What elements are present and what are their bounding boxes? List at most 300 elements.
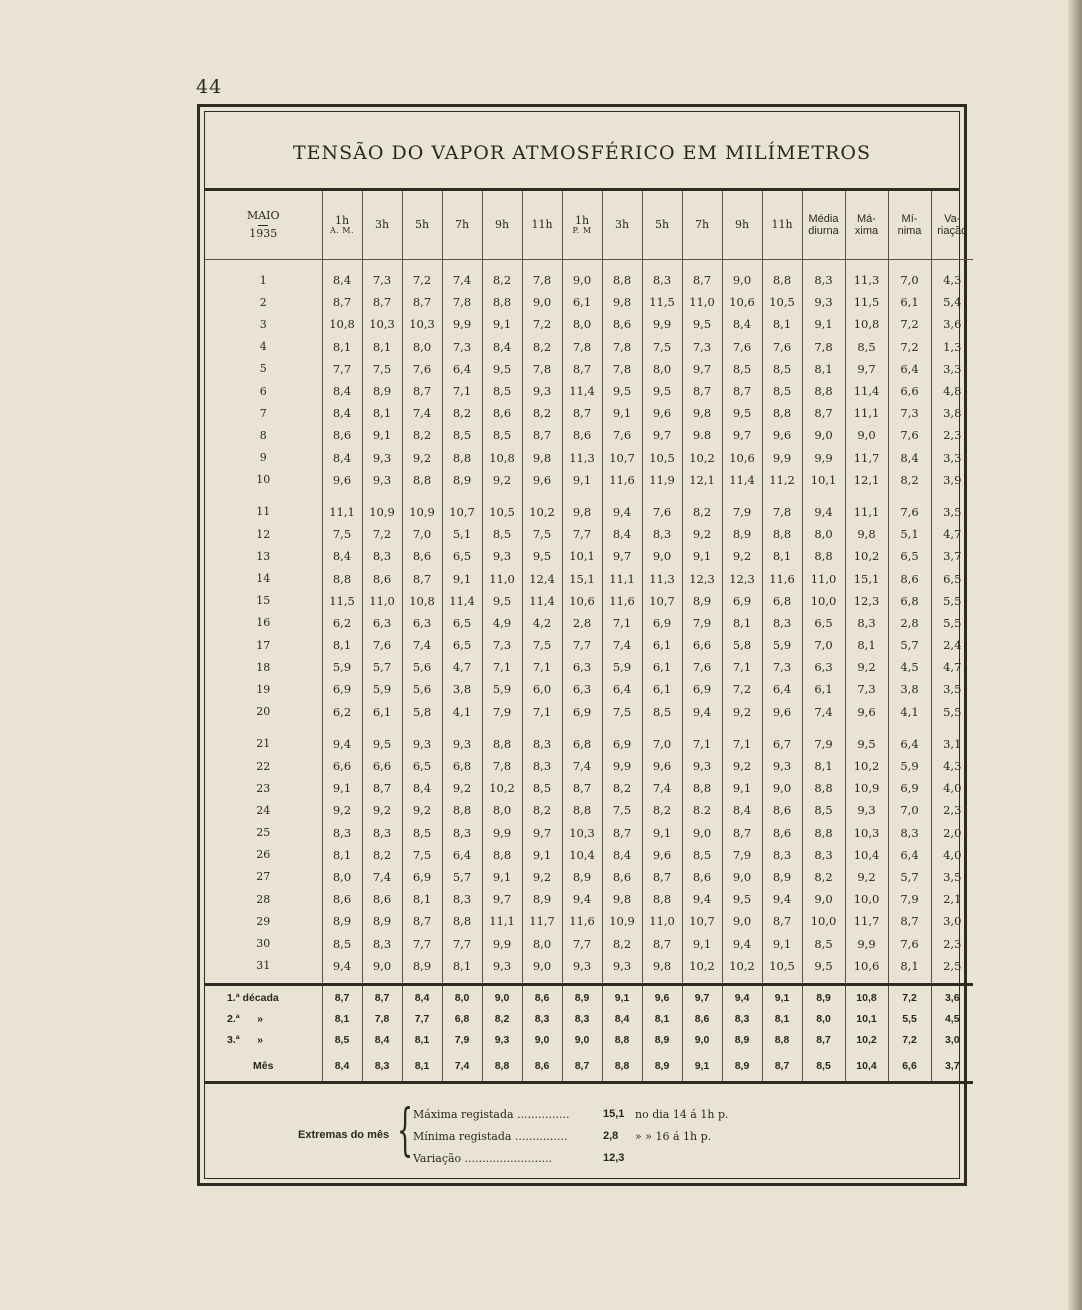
value-cell: 12,1 (845, 469, 888, 491)
value-cell: 5,9 (602, 656, 642, 678)
value-cell: 9,2 (402, 799, 442, 821)
value-cell: 12,3 (722, 567, 762, 589)
value-cell: 7,6 (722, 336, 762, 358)
vapor-table (205, 191, 973, 1084)
extreme-max-value: 15,1 (603, 1108, 625, 1120)
value-cell: 8,1 (362, 402, 402, 424)
value-cell: 9,1 (682, 932, 722, 954)
value-cell: 11,6 (602, 590, 642, 612)
value-cell: 2,3 (931, 932, 973, 954)
value-cell: 7,5 (362, 358, 402, 380)
value-cell: 4,2 (522, 612, 562, 634)
value-cell: 6,4 (602, 678, 642, 700)
am-label: A. M. (329, 225, 355, 235)
spacer-cell (562, 723, 602, 733)
spacer-cell (442, 260, 482, 270)
summary-value-cell: 8,6 (682, 1009, 722, 1030)
table-row (205, 545, 973, 567)
value-cell: 10,9 (362, 501, 402, 523)
value-cell: 6,4 (888, 733, 931, 755)
month-dash (258, 225, 268, 226)
table-row (205, 701, 973, 723)
value-cell: 9,2 (442, 777, 482, 799)
value-cell: 11,4 (845, 380, 888, 402)
value-cell: 9,0 (722, 269, 762, 291)
spacer-cell (362, 977, 402, 985)
value-cell: 8,1 (888, 955, 931, 977)
value-cell: 7,7 (562, 523, 602, 545)
value-cell: 5,9 (322, 656, 362, 678)
value-cell: 8,2 (442, 402, 482, 424)
value-cell: 6,5 (888, 545, 931, 567)
value-cell: 10,8 (322, 313, 362, 335)
value-cell: 7,0 (642, 733, 682, 755)
spacer-cell (682, 491, 722, 501)
spacer-cell (888, 977, 931, 985)
value-cell: 8,4 (482, 336, 522, 358)
spacer-cell (562, 977, 602, 985)
hour-header-9pm: 9h (722, 191, 762, 260)
value-cell: 8,6 (402, 545, 442, 567)
value-cell: 8,8 (562, 799, 602, 821)
value-cell: 9,9 (642, 313, 682, 335)
value-cell: 7,7 (402, 932, 442, 954)
value-cell: 8,7 (642, 932, 682, 954)
spacer-cell (205, 977, 322, 985)
value-cell: 7,4 (602, 634, 642, 656)
value-cell: 10,6 (722, 447, 762, 469)
summary-value-cell: 8,3 (722, 1009, 762, 1030)
month-value-cell: 8,9 (642, 1051, 682, 1083)
value-cell: 9,1 (562, 469, 602, 491)
value-cell: 11,1 (602, 567, 642, 589)
value-cell: 8,0 (522, 932, 562, 954)
value-cell: 2,1 (931, 888, 973, 910)
spacer-cell (322, 723, 362, 733)
value-cell: 11,0 (802, 567, 845, 589)
spacer-cell (362, 260, 402, 270)
value-cell: 6,5 (402, 755, 442, 777)
value-cell: 11,6 (562, 910, 602, 932)
page-edge (1068, 0, 1082, 1310)
value-cell: 11,3 (562, 447, 602, 469)
value-cell: 8,3 (888, 822, 931, 844)
value-cell: 10,2 (845, 755, 888, 777)
month-value-cell: 8,5 (802, 1051, 845, 1083)
day-cell: 20 (256, 705, 271, 719)
value-cell: 6,9 (402, 866, 442, 888)
value-cell: 9,2 (682, 523, 722, 545)
value-cell: 11,4 (722, 469, 762, 491)
value-cell: 7,8 (522, 358, 562, 380)
value-cell: 8,8 (802, 380, 845, 402)
value-cell: 9,1 (442, 567, 482, 589)
value-cell: 5,5 (931, 612, 973, 634)
day-cell: 29 (256, 914, 271, 928)
value-cell: 7,2 (888, 313, 931, 335)
day-cell: 11 (256, 505, 271, 519)
value-cell: 4,0 (931, 844, 973, 866)
value-cell: 5,9 (762, 634, 802, 656)
value-cell: 8,9 (322, 910, 362, 932)
value-cell: 11,7 (845, 447, 888, 469)
value-cell: 7,9 (888, 888, 931, 910)
day-cell: 13 (256, 549, 271, 563)
value-cell: 9,0 (682, 822, 722, 844)
spacer-cell (442, 723, 482, 733)
value-cell: 8,3 (845, 612, 888, 634)
value-cell: 8,2 (362, 844, 402, 866)
value-cell: 9,1 (722, 777, 762, 799)
value-cell: 7,8 (602, 336, 642, 358)
spacer-cell (931, 491, 973, 501)
summary-value-cell: 8,9 (642, 1030, 682, 1051)
value-cell: 7,3 (362, 269, 402, 291)
value-cell: 8,8 (442, 447, 482, 469)
month-summary-row (205, 1051, 973, 1083)
value-cell: 4,1 (442, 701, 482, 723)
value-cell: 9,9 (762, 447, 802, 469)
summary-value-cell: 10,1 (845, 1009, 888, 1030)
value-cell: 9,0 (562, 269, 602, 291)
spacer-cell (402, 260, 442, 270)
value-cell: 8,7 (682, 269, 722, 291)
value-cell: 11,3 (642, 567, 682, 589)
month-value-cell: 10,4 (845, 1051, 888, 1083)
value-cell: 11,5 (845, 291, 888, 313)
value-cell: 9,4 (322, 955, 362, 977)
summary-value-cell: 9,4 (722, 984, 762, 1009)
value-cell: 9,0 (802, 424, 845, 446)
value-cell: 8,6 (322, 888, 362, 910)
value-cell: 7,7 (562, 634, 602, 656)
value-cell: 15,1 (845, 567, 888, 589)
value-cell: 8,2 (402, 424, 442, 446)
value-cell: 9,3 (522, 380, 562, 402)
value-cell: 7,2 (722, 678, 762, 700)
day-cell: 26 (256, 848, 271, 862)
value-cell: 9,5 (362, 733, 402, 755)
extremes-section (205, 1097, 965, 1167)
value-cell: 3,9 (931, 469, 973, 491)
value-cell: 9,8 (602, 888, 642, 910)
spacer-cell (602, 723, 642, 733)
value-cell: 9,2 (522, 866, 562, 888)
summary-value-cell: 9,1 (602, 984, 642, 1009)
value-cell: 10,3 (362, 313, 402, 335)
value-cell: 6,8 (442, 755, 482, 777)
value-cell: 8,8 (482, 291, 522, 313)
value-cell: 9,2 (722, 545, 762, 567)
value-cell: 7,4 (362, 866, 402, 888)
value-cell: 7,0 (802, 634, 845, 656)
extremes-label: Extremas do mês (298, 1129, 390, 1141)
value-cell: 11,4 (522, 590, 562, 612)
value-cell: 8,3 (362, 822, 402, 844)
summary-value-cell: 7,2 (888, 984, 931, 1009)
value-cell: 8,9 (562, 866, 602, 888)
value-cell: 10,2 (845, 545, 888, 567)
table-row (205, 590, 973, 612)
value-cell: 4,7 (442, 656, 482, 678)
spacer-cell (402, 723, 442, 733)
summary-value-cell: 8,2 (482, 1009, 522, 1030)
value-cell: 7,5 (602, 799, 642, 821)
spacer-cell (762, 491, 802, 501)
value-cell: 7,6 (762, 336, 802, 358)
value-cell: 6,0 (522, 678, 562, 700)
value-cell: 8,8 (442, 910, 482, 932)
day-cell: 8 (259, 428, 267, 442)
value-cell: 8,0 (482, 799, 522, 821)
value-cell: 7,3 (682, 336, 722, 358)
summary-value-cell: 8,0 (442, 984, 482, 1009)
value-cell: 4,1 (888, 701, 931, 723)
month-value-cell: 7,4 (442, 1051, 482, 1083)
value-cell: 7,7 (442, 932, 482, 954)
table-row (205, 822, 973, 844)
summary-value-cell: 8,9 (722, 1030, 762, 1051)
extreme-min-label: Mínima registada ............... (413, 1130, 568, 1143)
value-cell: 6,4 (888, 358, 931, 380)
hour-header-5am: 5h (402, 191, 442, 260)
value-cell: 7,1 (682, 733, 722, 755)
value-cell: 8,0 (322, 866, 362, 888)
value-cell: 9,1 (322, 777, 362, 799)
value-cell: 7,1 (722, 656, 762, 678)
summary-value-cell: 3,6 (931, 984, 973, 1009)
value-cell: 7,6 (888, 424, 931, 446)
spacer-cell (522, 723, 562, 733)
value-cell: 10,2 (722, 955, 762, 977)
brace-icon: { (397, 1098, 414, 1163)
day-cell: 10 (256, 473, 271, 487)
value-cell: 8,3 (762, 612, 802, 634)
value-cell: 6,1 (888, 291, 931, 313)
value-cell: 10,7 (602, 447, 642, 469)
value-cell: 7,8 (442, 291, 482, 313)
spacer-cell (888, 260, 931, 270)
value-cell: 9,2 (322, 799, 362, 821)
hour-header-11pm: 11h (762, 191, 802, 260)
table-row (205, 799, 973, 821)
value-cell: 9,8 (682, 402, 722, 424)
value-cell: 9,8 (642, 955, 682, 977)
value-cell: 1,3 (931, 336, 973, 358)
value-cell: 7,6 (402, 358, 442, 380)
maxima-header: Má- xima (845, 191, 888, 260)
table-row (205, 955, 973, 977)
month-header (205, 191, 322, 260)
value-cell: 8,9 (442, 469, 482, 491)
spacer-cell (482, 723, 522, 733)
value-cell: 11,1 (845, 501, 888, 523)
value-cell: 7,4 (402, 634, 442, 656)
value-cell: 6,1 (562, 291, 602, 313)
table-title: TENSÃO DO VAPOR ATMOSFÉRICO EM MILÍMETROS (293, 142, 871, 164)
value-cell: 9,6 (322, 469, 362, 491)
summary-value-cell: 8,4 (402, 984, 442, 1009)
summary-value-cell: 8,7 (802, 1030, 845, 1051)
spacer-cell (722, 723, 762, 733)
value-cell: 6,8 (762, 590, 802, 612)
value-cell: 12,3 (845, 590, 888, 612)
value-cell: 6,9 (322, 678, 362, 700)
value-cell: 8,0 (642, 358, 682, 380)
value-cell: 9,4 (562, 888, 602, 910)
value-cell: 7,4 (402, 402, 442, 424)
value-cell: 9,9 (602, 755, 642, 777)
day-cell: 23 (256, 781, 271, 795)
spacer-cell (722, 260, 762, 270)
value-cell: 9,1 (482, 313, 522, 335)
value-cell: 2,3 (931, 424, 973, 446)
value-cell: 9,5 (482, 358, 522, 380)
spacer-cell (931, 260, 973, 270)
table-row (205, 380, 973, 402)
extreme-var-label: Variação ......................... (413, 1152, 553, 1165)
value-cell: 10,9 (845, 777, 888, 799)
value-cell: 6,3 (562, 656, 602, 678)
value-cell: 8,1 (845, 634, 888, 656)
value-cell: 8,3 (762, 844, 802, 866)
month-summary-label: Mês (205, 1051, 322, 1083)
day-cell: 14 (256, 572, 271, 586)
value-cell: 8,1 (322, 634, 362, 656)
value-cell: 7,7 (562, 932, 602, 954)
value-cell: 8,7 (642, 866, 682, 888)
spacer-cell (602, 977, 642, 985)
value-cell: 6,6 (322, 755, 362, 777)
value-cell: 6,4 (442, 844, 482, 866)
value-cell: 11,5 (642, 291, 682, 313)
value-cell: 10,5 (762, 955, 802, 977)
value-cell: 9,1 (682, 545, 722, 567)
value-cell: 7,9 (802, 733, 845, 755)
value-cell: 9,0 (802, 888, 845, 910)
value-cell: 7,2 (522, 313, 562, 335)
summary-value-cell: 9,6 (642, 984, 682, 1009)
value-cell: 9,1 (642, 822, 682, 844)
value-cell: 8,5 (722, 358, 762, 380)
value-cell: 8,9 (402, 955, 442, 977)
value-cell: 5,7 (442, 866, 482, 888)
value-cell: 2,4 (931, 634, 973, 656)
summary-value-cell: 4,5 (931, 1009, 973, 1030)
value-cell: 6,3 (402, 612, 442, 634)
value-cell: 9,8 (845, 523, 888, 545)
spacer-cell (845, 491, 888, 501)
value-cell: 8,6 (682, 866, 722, 888)
value-cell: 6,4 (762, 678, 802, 700)
value-cell: 8,6 (602, 313, 642, 335)
hour-header-9am: 9h (482, 191, 522, 260)
value-cell: 2,3 (931, 799, 973, 821)
value-cell: 8,8 (802, 777, 845, 799)
extreme-var-value: 12,3 (603, 1152, 625, 1164)
summary-value-cell: 7,7 (402, 1009, 442, 1030)
value-cell: 10,6 (845, 955, 888, 977)
decade-label: 3.ª » (227, 1034, 263, 1047)
spacer-cell (888, 723, 931, 733)
value-cell: 7,9 (482, 701, 522, 723)
value-cell: 8,3 (322, 822, 362, 844)
value-cell: 7,6 (888, 932, 931, 954)
value-cell: 9,6 (522, 469, 562, 491)
value-cell: 9,6 (642, 402, 682, 424)
value-cell: 6,4 (442, 358, 482, 380)
value-cell: 9,4 (322, 733, 362, 755)
table-row (205, 523, 973, 545)
value-cell: 10,5 (762, 291, 802, 313)
value-cell: 7,8 (562, 336, 602, 358)
summary-value-cell: 10,2 (845, 1030, 888, 1051)
value-cell: 8,5 (802, 932, 845, 954)
value-cell: 9,5 (802, 955, 845, 977)
value-cell: 8,7 (802, 402, 845, 424)
value-cell: 11,1 (845, 402, 888, 424)
spacer-cell (682, 723, 722, 733)
value-cell: 3,8 (931, 402, 973, 424)
value-cell: 10,3 (845, 822, 888, 844)
value-cell: 8,8 (402, 469, 442, 491)
value-cell: 6,5 (802, 612, 845, 634)
value-cell: 8.2 (682, 799, 722, 821)
table-row (205, 634, 973, 656)
decade-summary-row (205, 1030, 973, 1051)
month-value-cell: 8,4 (322, 1051, 362, 1083)
summary-value-cell: 8,1 (642, 1009, 682, 1030)
value-cell: 4,8 (931, 380, 973, 402)
spacer-cell (602, 491, 642, 501)
value-cell: 8,8 (762, 269, 802, 291)
value-cell: 8,4 (322, 269, 362, 291)
value-cell: 8,9 (522, 888, 562, 910)
value-cell: 3,8 (442, 678, 482, 700)
month-value-cell: 6,6 (888, 1051, 931, 1083)
value-cell: 9,3 (562, 955, 602, 977)
value-cell: 8,4 (322, 402, 362, 424)
value-cell: 9,6 (642, 755, 682, 777)
value-cell: 6,9 (642, 612, 682, 634)
value-cell: 9,5 (845, 733, 888, 755)
value-cell: 6,1 (642, 678, 682, 700)
table-row (205, 469, 973, 491)
day-cell: 5 (259, 362, 267, 376)
table-row (205, 866, 973, 888)
summary-value-cell: 8,3 (522, 1009, 562, 1030)
value-cell: 9,0 (722, 910, 762, 932)
value-cell: 8,7 (562, 777, 602, 799)
table-row (205, 336, 973, 358)
value-cell: 5,7 (888, 866, 931, 888)
value-cell: 8,5 (402, 822, 442, 844)
extreme-min-value: 2,8 (603, 1130, 619, 1142)
table-row (205, 358, 973, 380)
day-cell: 16 (256, 616, 271, 630)
value-cell: 5,6 (402, 678, 442, 700)
value-cell: 8,8 (802, 545, 845, 567)
day-cell: 21 (256, 737, 271, 751)
value-cell: 9,3 (802, 291, 845, 313)
day-cell: 17 (256, 638, 271, 652)
value-cell: 10,4 (562, 844, 602, 866)
spacer-cell (602, 260, 642, 270)
value-cell: 7,8 (482, 755, 522, 777)
spacer-cell (482, 260, 522, 270)
value-cell: 7,5 (522, 634, 562, 656)
month-value-cell: 8,8 (482, 1051, 522, 1083)
